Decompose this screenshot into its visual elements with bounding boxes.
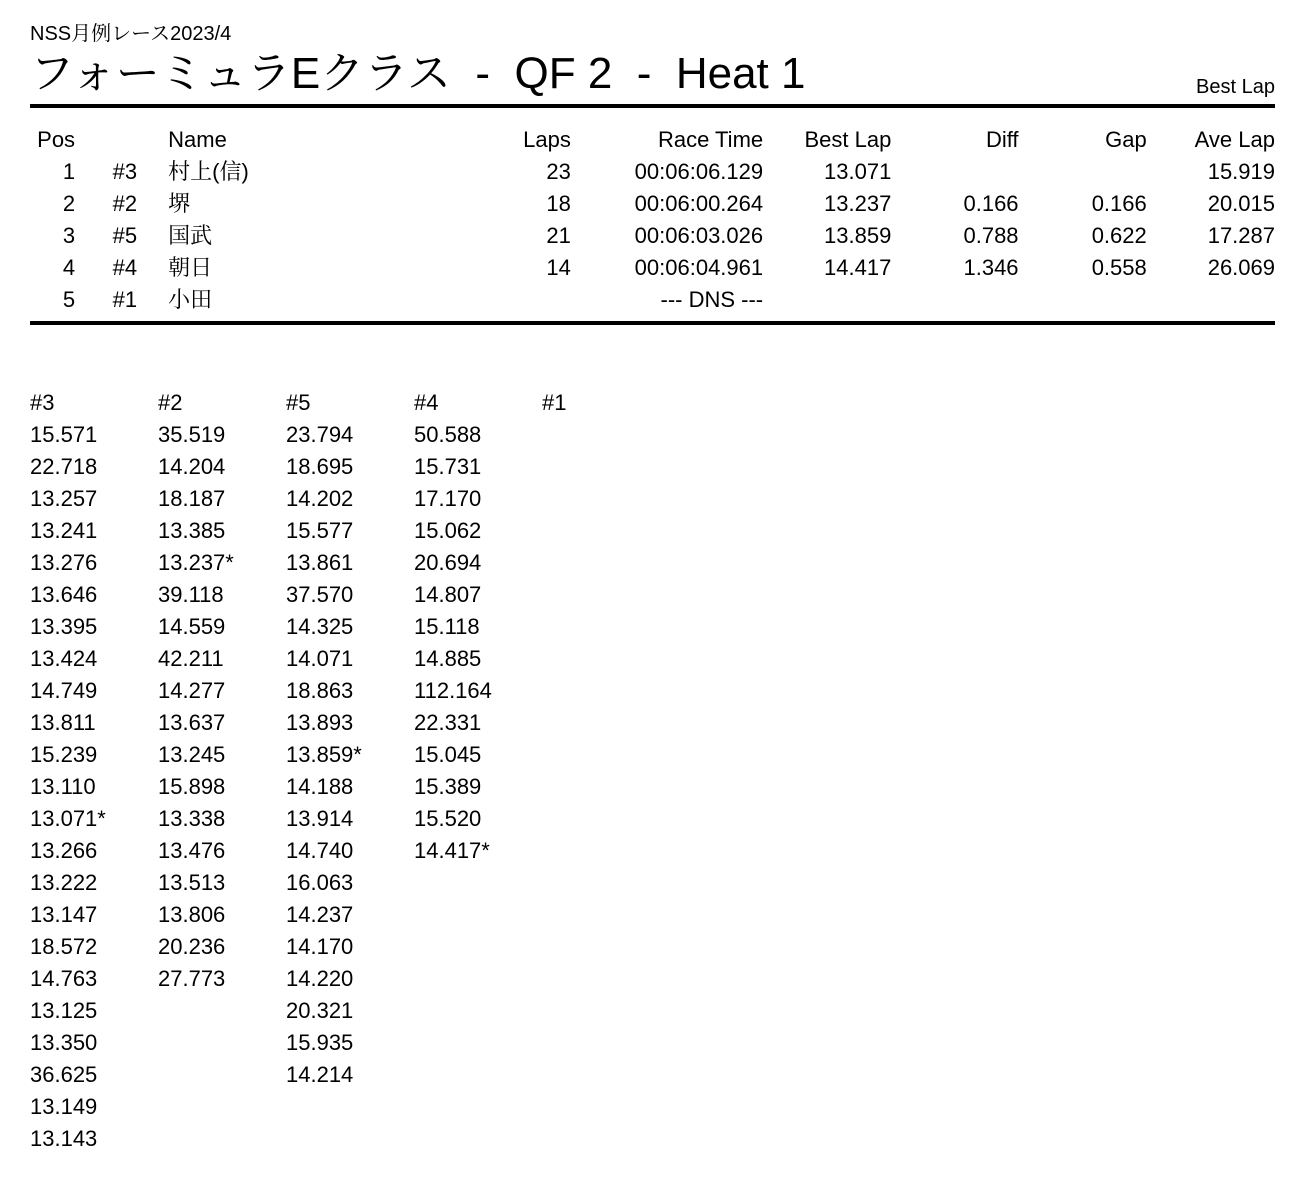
cell-pos: 5	[62, 287, 76, 312]
lap-time: 13.149	[30, 1094, 98, 1119]
lap-column-header: #3	[30, 390, 55, 415]
cell-name: 小田	[168, 287, 213, 312]
lap-column-header: #2	[158, 390, 183, 415]
title-row	[30, 50, 1275, 108]
lap-column-car-4	[414, 387, 542, 867]
lap-time: 15.577	[286, 518, 354, 543]
lap-column-car-1	[542, 387, 670, 419]
lap-time: 15.389	[414, 774, 482, 799]
lap-time: 14.325	[286, 614, 354, 639]
lap-column-car-2	[158, 387, 286, 995]
results-row	[30, 284, 1275, 323]
lap-time: 14.214	[286, 1062, 354, 1087]
report-header	[30, 22, 1275, 108]
lap-time: 39.118	[158, 582, 224, 607]
event-name: NSS月例レース2023/4	[30, 23, 232, 45]
cell-car: #4	[112, 255, 138, 280]
cell-pos: 2	[62, 191, 76, 216]
col-header-best-lap: Best Lap	[804, 127, 892, 152]
lap-time: 13.861	[286, 550, 354, 575]
lap-column-header: #4	[414, 390, 439, 415]
lap-time: 14.763	[30, 966, 98, 991]
cell-diff: 0.788	[963, 223, 1019, 248]
lap-time: 13.276	[30, 550, 98, 575]
lap-time: 14.559	[158, 614, 226, 639]
lap-time: 16.063	[286, 870, 354, 895]
lap-time: 13.859*	[286, 742, 362, 767]
cell-name: 朝日	[168, 255, 213, 280]
cell-laps: 21	[546, 223, 571, 248]
lap-time: 13.110	[30, 774, 96, 799]
lap-time: 13.385	[158, 518, 226, 543]
cell-best-lap	[763, 284, 891, 323]
cell-best-lap: 14.417	[824, 255, 892, 280]
lap-time: 15.239	[30, 742, 98, 767]
lap-time: 14.188	[286, 774, 354, 799]
cell-ave-lap: 17.287	[1207, 223, 1275, 248]
lap-time: 15.898	[158, 774, 226, 799]
col-header-pos: Pos	[37, 127, 76, 152]
lap-time: 18.572	[30, 934, 98, 959]
lap-time: 13.893	[286, 710, 354, 735]
cell-race-time: 00:06:04.961	[634, 255, 764, 280]
lap-time: 20.236	[158, 934, 226, 959]
col-header-name: Name	[168, 127, 227, 152]
cell-name: 堺	[168, 191, 191, 216]
lap-time: 14.749	[30, 678, 98, 703]
cell-car: #3	[112, 159, 138, 184]
lap-time: 13.071*	[30, 806, 106, 831]
results-row	[30, 220, 1275, 252]
lap-time: 15.520	[414, 806, 482, 831]
results-body	[30, 156, 1275, 323]
lap-time: 14.417*	[414, 838, 490, 863]
lap-time: 37.570	[286, 582, 354, 607]
lap-time: 15.571	[30, 422, 98, 447]
lap-time: 17.170	[414, 486, 482, 511]
cell-diff: 0.166	[963, 191, 1019, 216]
cell-laps: 23	[546, 159, 571, 184]
lap-time: 13.811	[30, 710, 96, 735]
lap-time: 13.143	[30, 1126, 98, 1151]
cell-name: 村上(信)	[168, 159, 249, 184]
cell-laps: 14	[546, 255, 571, 280]
results-row	[30, 188, 1275, 220]
lap-time: 13.646	[30, 582, 98, 607]
lap-time: 14.277	[158, 678, 226, 703]
col-header-gap: Gap	[1105, 127, 1147, 152]
cell-race-time: --- DNS ---	[660, 287, 764, 312]
cell-best-lap: 13.859	[824, 223, 892, 248]
lap-time: 15.045	[414, 742, 482, 767]
cell-diff: 1.346	[963, 255, 1019, 280]
lap-time: 15.731	[414, 454, 482, 479]
lap-time: 13.350	[30, 1030, 98, 1055]
results-row	[30, 252, 1275, 284]
cell-car: #2	[112, 191, 138, 216]
lap-column-car-3	[30, 387, 158, 1155]
lap-time: 13.395	[30, 614, 98, 639]
lap-time: 13.237*	[158, 550, 234, 575]
lap-time: 22.331	[414, 710, 482, 735]
lap-time: 23.794	[286, 422, 354, 447]
lap-time: 18.187	[158, 486, 226, 511]
lap-time: 15.935	[286, 1030, 354, 1055]
cell-car: #5	[112, 223, 138, 248]
lap-times-section	[30, 387, 1275, 1155]
lap-time: 13.266	[30, 838, 98, 863]
cell-laps	[481, 284, 571, 323]
lap-time: 35.519	[158, 422, 226, 447]
lap-time: 20.321	[286, 998, 354, 1023]
lap-time: 13.245	[158, 742, 226, 767]
lap-column-header: #1	[542, 390, 567, 415]
cell-race-time: 00:06:06.129	[634, 159, 764, 184]
cell-best-lap: 13.237	[824, 191, 892, 216]
lap-time: 27.773	[158, 966, 226, 991]
lap-time: 18.695	[286, 454, 354, 479]
col-header-car	[75, 124, 137, 156]
lap-time: 14.202	[286, 486, 354, 511]
lap-time: 18.863	[286, 678, 354, 703]
cell-gap: 0.622	[1091, 223, 1147, 248]
lap-time: 13.476	[158, 838, 226, 863]
lap-time: 14.237	[286, 902, 354, 927]
lap-time: 13.914	[286, 806, 354, 831]
cell-best-lap: 13.071	[824, 159, 892, 184]
cell-name: 国武	[168, 223, 213, 248]
lap-time: 50.588	[414, 422, 482, 447]
lap-time: 13.338	[158, 806, 226, 831]
lap-time: 22.718	[30, 454, 98, 479]
lap-time: 14.220	[286, 966, 354, 991]
best-lap-label: Best Lap	[1196, 76, 1275, 98]
cell-gap: 0.166	[1091, 191, 1147, 216]
lap-time: 36.625	[30, 1062, 98, 1087]
lap-time: 14.740	[286, 838, 354, 863]
lap-time: 13.637	[158, 710, 226, 735]
col-header-ave-lap: Ave Lap	[1194, 127, 1275, 152]
lap-time: 13.513	[158, 870, 226, 895]
lap-time: 15.118	[414, 614, 480, 639]
cell-car: #1	[112, 287, 138, 312]
race-title: フォーミュラEクラス - QF 2 - Heat 1	[30, 49, 806, 98]
cell-gap: 0.558	[1091, 255, 1147, 280]
results-row	[30, 156, 1275, 188]
lap-time: 14.885	[414, 646, 482, 671]
col-header-diff: Diff	[985, 127, 1019, 152]
lap-time: 13.125	[30, 998, 98, 1023]
cell-race-time: 00:06:03.026	[634, 223, 764, 248]
cell-ave-lap: 26.069	[1207, 255, 1275, 280]
col-header-race-time: Race Time	[657, 127, 764, 152]
cell-ave-lap: 15.919	[1207, 159, 1275, 184]
cell-gap	[1019, 284, 1147, 323]
cell-diff	[891, 284, 1018, 323]
lap-time: 13.424	[30, 646, 98, 671]
cell-pos: 1	[62, 159, 76, 184]
cell-gap	[1019, 156, 1147, 188]
cell-laps: 18	[546, 191, 571, 216]
results-table	[30, 124, 1275, 325]
cell-pos: 3	[62, 223, 76, 248]
lap-time: 13.147	[30, 902, 98, 927]
lap-time: 13.257	[30, 486, 98, 511]
lap-time: 42.211	[158, 646, 224, 671]
cell-ave-lap	[1147, 284, 1275, 323]
lap-column-header: #5	[286, 390, 311, 415]
lap-time: 14.807	[414, 582, 482, 607]
col-header-laps: Laps	[523, 127, 571, 152]
cell-ave-lap: 20.015	[1207, 191, 1275, 216]
lap-time: 14.071	[286, 646, 354, 671]
lap-time: 15.062	[414, 518, 482, 543]
lap-column-car-5	[286, 387, 414, 1091]
results-header	[30, 124, 1275, 156]
lap-time: 13.222	[30, 870, 98, 895]
lap-time: 14.204	[158, 454, 226, 479]
cell-race-time: 00:06:00.264	[634, 191, 764, 216]
lap-time: 13.241	[30, 518, 98, 543]
cell-pos: 4	[62, 255, 76, 280]
lap-time: 14.170	[286, 934, 354, 959]
lap-time: 13.806	[158, 902, 226, 927]
lap-time: 112.164	[414, 678, 492, 703]
lap-time: 20.694	[414, 550, 482, 575]
cell-diff	[891, 156, 1018, 188]
results-header-row	[30, 124, 1275, 156]
